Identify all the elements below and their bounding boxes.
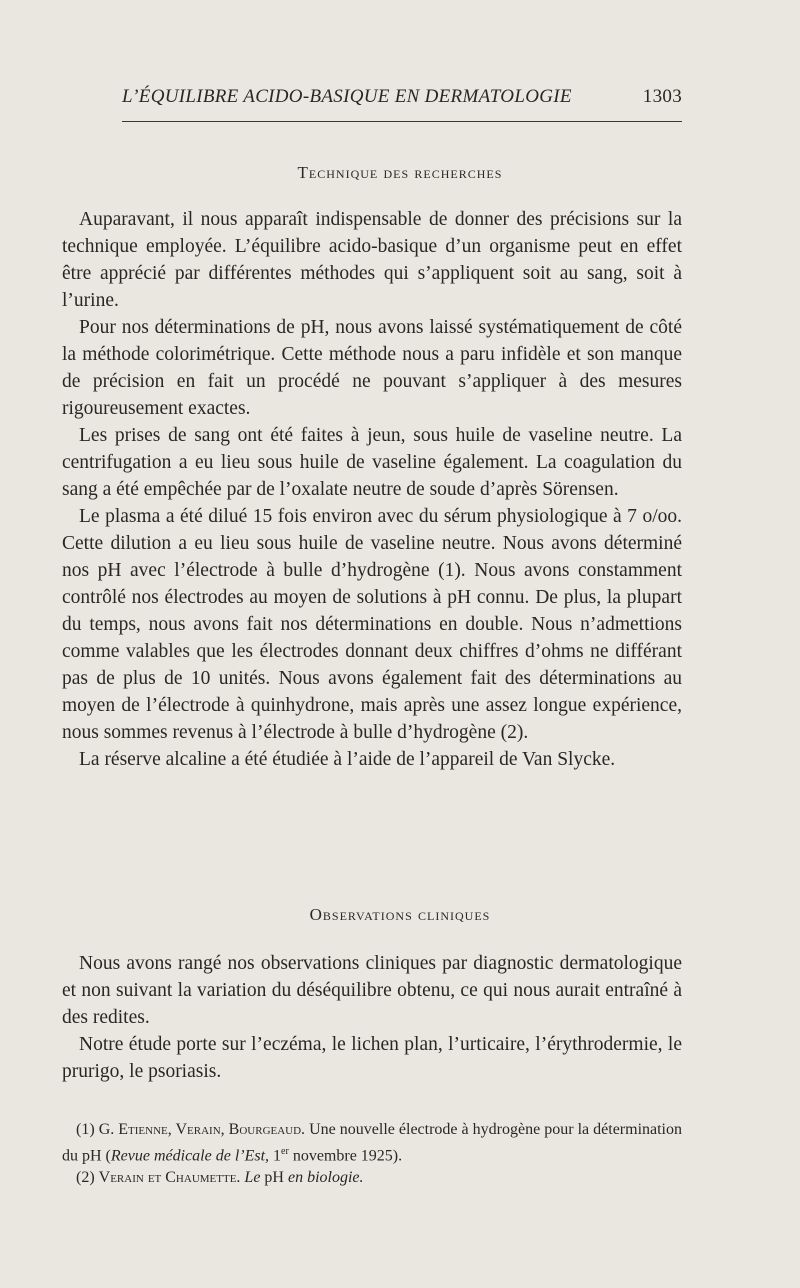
footnote-mark: (2) — [76, 1169, 95, 1187]
footnote-1 — [62, 1119, 682, 1167]
paragraph: Le plasma a été dilué 15 fois environ avec du sérum physiologique à 7 o/oo. Cette dilution a eu lieu sous huile de vaseline neutre. Nous avons déterminé nos pH avec l’électrode à bulle d’hydrogène (1). Nous avons constamment contrôlé nos électrodes au moyen de solutions à pH connu. De plus, la plupart du temps, nous avons fait nos déterminations en double. Nous n’admettions comme valables que les électrodes donnant deux chiffres d’ohms ne différant pas de plus de 10 unités. Nous avons également fait des déterminations au moyen de l’électrode à quinhydrone, mais après une assez longue expérience, nous sommes revenus à l’électrode à bulle d’hydrogène (2). — [62, 506, 682, 743]
footnote-title: Le — [244, 1169, 261, 1187]
page-number: 1303 — [642, 86, 682, 107]
footnote-date-end: novembre 1925). — [288, 1147, 403, 1165]
running-head — [122, 86, 682, 110]
footnote-date-sup: er — [281, 1146, 289, 1157]
paragraph: Pour nos déterminations de pH, nous avons laissé systématiquement de côté la méthode colorimétrique. Cette méthode nous a paru infidèle et son manque de précision en fait un procédé ne pouvant s’appliquer à des mesures rigoureusement exactes. — [62, 317, 682, 419]
paragraph: Les prises de sang ont été faites à jeun, sous huile de vaseline neutre. La centrifugation a eu lieu sous huile de vaseline également. La coagulation du sang a été empêchée par de l’oxalate neutre de soude d’après Sörensen. — [62, 425, 682, 500]
footnote-text: Une nouvelle électrode à hydrogène pour la détermination du pH ( — [62, 1121, 682, 1165]
footnote-title-end: en biologie. — [287, 1169, 364, 1187]
footnote-2 — [62, 1167, 682, 1189]
paragraph: Auparavant, il nous apparaît indispensable de donner des précisions sur la technique employée. L’équilibre acido-basique d’un organisme peut en effet être apprécié par différentes méthodes qui s’appliquent soit au sang, soit à l’urine. — [62, 209, 682, 311]
paragraph: Notre étude porte sur l’eczéma, le lichen plan, l’urticaire, l’érythrodermie, le prurigo, le psoriasis. — [62, 1034, 682, 1082]
section-heading-technique: Technique des recherches — [297, 163, 503, 182]
footnote-authors: G. Etienne, Verain, Bourgeaud. — [98, 1121, 306, 1138]
footnote-title-ph: pH — [260, 1169, 288, 1187]
running-title: L’ÉQUILIBRE ACIDO-BASIQUE EN DERMATOLOGIE — [122, 86, 572, 107]
header-rule — [122, 121, 682, 122]
paragraph: La réserve alcaline a été étudiée à l’aide de l’appareil de Van Slycke. — [79, 749, 616, 770]
section-heading-observations: Observations cliniques — [309, 905, 491, 924]
footnote-date: 1 — [269, 1147, 282, 1165]
section-technique-body — [62, 206, 682, 773]
paragraph: Nous avons rangé nos observations cliniques par diagnostic dermatologique et non suivant la variation du déséquilibre obtenu, ce qui nous aurait entraîné à des redites. — [62, 953, 682, 1028]
footnote-journal: Revue médicale de l’Est, — [110, 1147, 270, 1165]
footnotes — [62, 1119, 682, 1189]
section-observations-body — [62, 950, 682, 1085]
footnote-mark: (1) — [76, 1121, 95, 1138]
footnote-authors: Verain et Chaumette. — [98, 1169, 241, 1187]
